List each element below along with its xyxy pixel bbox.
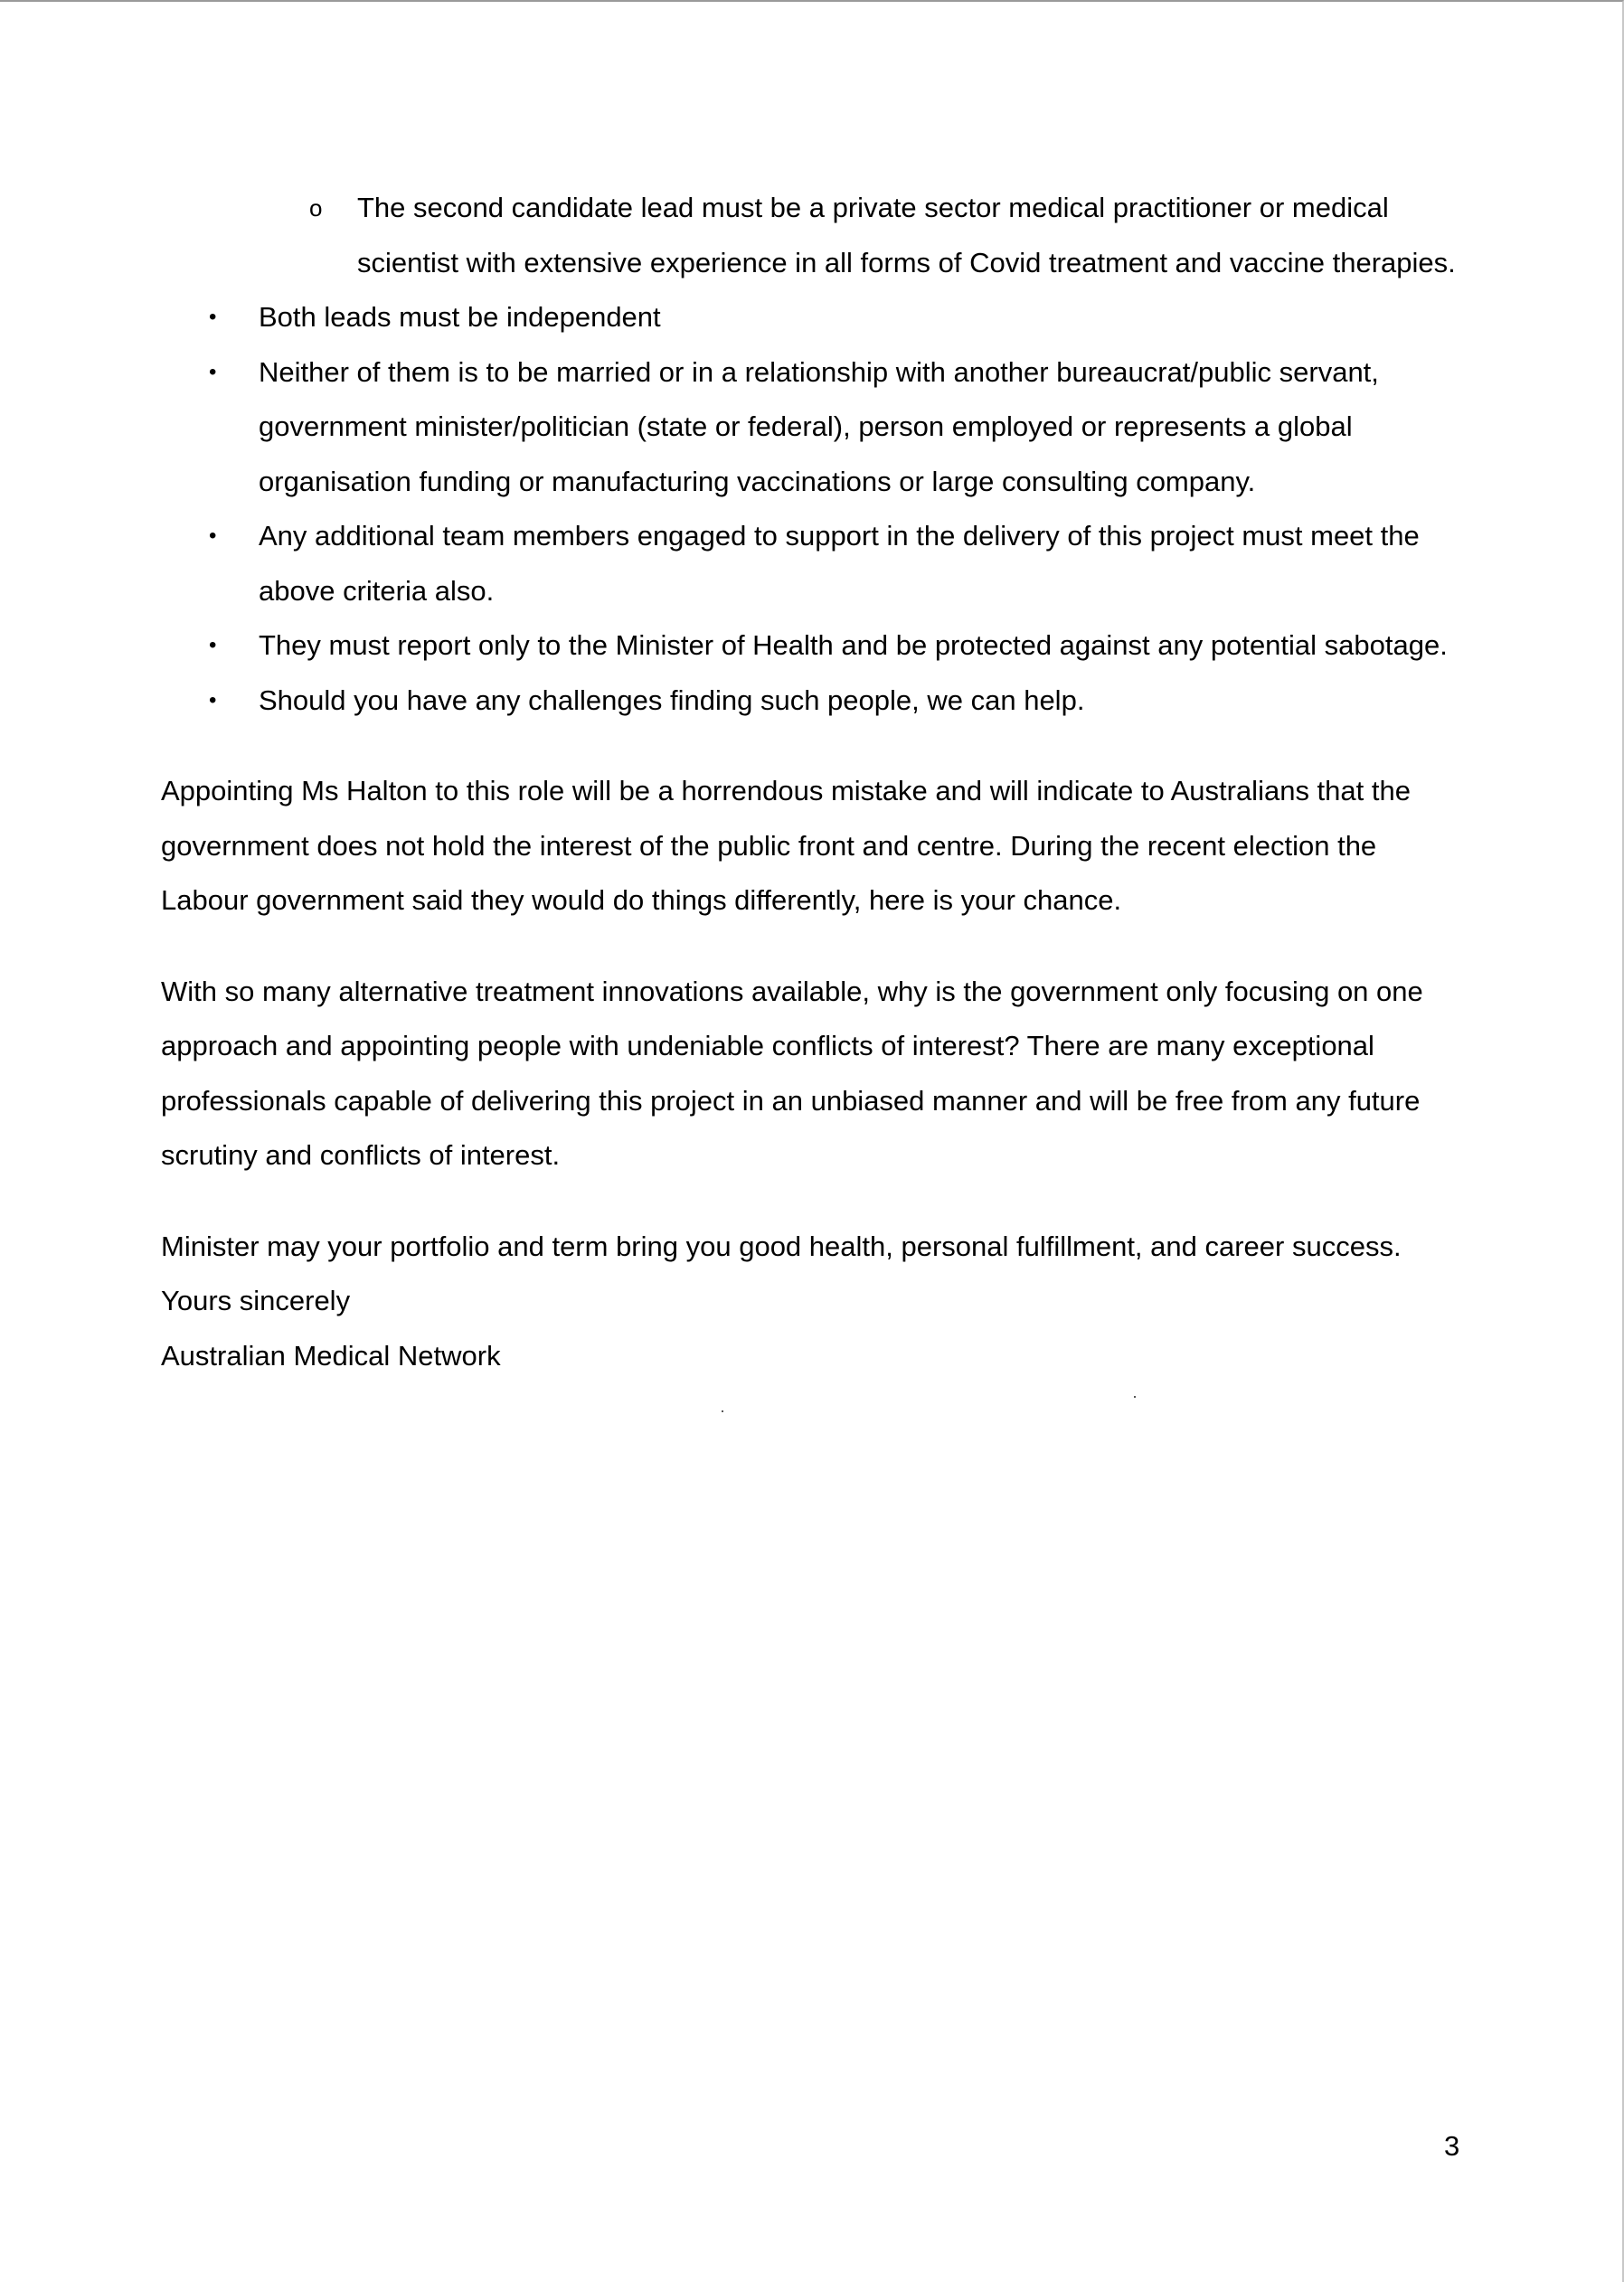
paragraph-wishes: Minister may your portfolio and term bring you good health, personal fulfillment, and career success. [161,1230,1402,1262]
sub-list [161,181,1463,290]
paragraph-alternatives: With so many alternative treatment innovations available, why is the government only focusing on one approach and appointing people with undeniable conflicts of interest? There are many exceptional professionals capable of delivering this project in an unbiased manner and will be free from any future scrutiny and conflicts of interest. [161,975,1423,1171]
bullet-item-text: Any additional team members engaged to support in the delivery of this project must meet the above criteria also. [259,520,1420,607]
bullet-icon: • [209,359,217,384]
bullet-item [161,509,1463,618]
signatory-name: Australian Medical Network [161,1339,501,1372]
bullet-icon: • [209,523,217,548]
scan-speck [1134,1396,1136,1398]
bullet-item [161,290,1463,345]
bullet-item [161,345,1463,510]
bullet-item-text: They must report only to the Minister of Health and be protected against any potential sabotage. [259,629,1448,661]
bullet-list [161,290,1463,728]
bullet-icon: • [209,305,217,329]
sub-list-item [161,181,1463,290]
bullet-item-text: Both leads must be independent [259,301,661,333]
sub-list-item-text: The second candidate lead must be a private sector medical practitioner or medical scientist with extensive experience in all forms of Covid treatment and vaccine therapies. [357,192,1456,278]
hollow-bullet-icon: o [309,194,323,222]
scan-speck [722,1410,723,1412]
bullet-icon: • [209,687,217,712]
letter-body [161,181,1463,1383]
paragraph-appointment: Appointing Ms Halton to this role will be a horrendous mistake and will indicate to Australians that the government does not hold the interest of the public front and centre. During the recent election the Labour government said they would do things differently, here is your chance. [161,775,1411,916]
closing-salutation: Yours sincerely [161,1285,351,1316]
page-number: 3 [1444,2130,1460,2162]
bullet-item [161,618,1463,674]
bullet-icon: • [209,633,217,657]
bullet-item-text: Neither of them is to be married or in a relationship with another bureaucrat/public servant, government minister/politician (state or federal), person employed or represents a global organisation funding or manufacturing vaccinations or large consulting company. [259,355,1379,497]
bullet-item [161,674,1463,729]
bullet-item-text: Should you have any challenges finding such people, we can help. [259,684,1085,716]
